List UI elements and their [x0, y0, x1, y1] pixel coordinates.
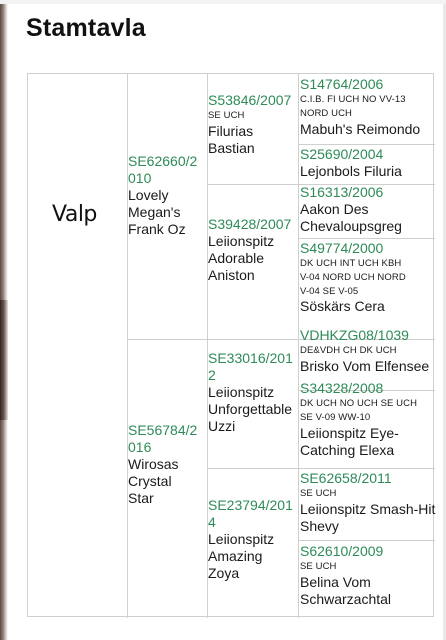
ancestor-titles: SE UCH: [300, 561, 337, 573]
ancestor-titles: SE V-09 WW-10: [300, 411, 371, 423]
ancestor-reg: S62610/2009: [300, 543, 384, 559]
sire-sire-name: Filurias: [208, 122, 254, 139]
sire-dam-name: Aniston: [208, 267, 255, 284]
ancestor-titles: DK UCH INT UCH KBH: [300, 258, 402, 270]
ancestor-reg: S25690/2004: [300, 146, 384, 162]
sire-sire-titles: SE UCH: [208, 110, 245, 122]
sire-sire-cell: [208, 92, 291, 157]
ancestor-name: Shevy: [300, 517, 339, 534]
sire-name: Frank Oz: [128, 221, 186, 238]
ancestor-cell: [300, 380, 417, 459]
ancestor-reg: VDHKZG08/1039: [300, 327, 409, 343]
row-divider: [298, 144, 435, 145]
ancestor-titles: V-04 SE V-05: [300, 285, 359, 297]
dam-dam-name: Amazing: [208, 548, 263, 565]
photo-edge-top: [0, 0, 446, 4]
ancestor-titles: C.I.B. FI UCH NO VV-13: [300, 94, 406, 106]
sire-reg: 010: [128, 170, 152, 187]
ancestor-name: Catching Elexa: [300, 441, 395, 458]
dam-name: Wirosas: [128, 456, 179, 473]
row-divider: [298, 238, 435, 239]
ancestor-name: Lejonbols Filuria: [300, 163, 402, 180]
dam-name: Star: [128, 490, 154, 507]
ancestor-name: Leiionspitz Eye-: [300, 424, 399, 441]
dam-dam-name: Leiionspitz: [208, 531, 275, 548]
dam-dam-name: Zoya: [208, 565, 240, 582]
ancestor-name: Brisko Vom Elfensee: [300, 357, 430, 374]
ancestor-name: Belina Vom: [300, 573, 371, 590]
ancestor-name: Aakon Des: [300, 201, 369, 218]
photo-edge-left: [0, 0, 8, 640]
row-divider: [207, 468, 435, 469]
ancestor-name: Söskärs Cera: [300, 298, 385, 315]
ancestor-cell: [300, 543, 391, 608]
sire-dam-name: Leiionspitz: [208, 233, 275, 250]
dam-dam-reg: SE23794/201: [208, 497, 293, 513]
dam-dam-reg: 4: [208, 514, 216, 531]
ancestor-name: Schwarzachtal: [300, 590, 392, 607]
ancestor-cell: [300, 240, 406, 315]
ancestor-cell: [300, 470, 435, 535]
ancestor-name: Leiionspitz Smash-Hit: [300, 500, 436, 517]
sire-sire-name: Bastian: [208, 139, 255, 156]
ancestor-reg: S16313/2006: [300, 184, 384, 200]
sire-cell: [128, 153, 197, 238]
ancestor-name: Chevaloupsgreg: [300, 218, 402, 235]
ancestor-titles: SE UCH: [300, 488, 337, 500]
sire-sire-reg: S53846/2007: [208, 92, 292, 108]
dam-sire-name: Uzzi: [208, 418, 236, 435]
dam-name: Crystal: [128, 473, 172, 490]
column-divider: [298, 74, 299, 618]
dam-sire-name: Leiionspitz: [208, 384, 275, 401]
ancestor-titles: DK UCH NO UCH SE UCH: [300, 398, 418, 410]
ancestor-reg: S49774/2000: [300, 240, 384, 256]
dam-cell: [128, 422, 197, 507]
ancestor-titles: DE&VDH CH DK UCH: [300, 345, 397, 357]
sire-name: Lovely: [128, 187, 169, 204]
ancestor-reg: SE62658/2011: [300, 470, 392, 486]
ancestor-cell: [300, 146, 402, 180]
ancestor-cell: [300, 184, 402, 235]
ancestor-reg: S14764/2006: [300, 76, 384, 92]
sire-dam-name: Adorable: [208, 250, 265, 267]
sire-dam-cell: [208, 216, 291, 284]
ancestor-cell: [300, 327, 429, 375]
ancestor-titles: V-04 NORD UCH NORD: [300, 271, 406, 283]
ancestor-name: Mabuh's Reimondo: [300, 120, 421, 137]
sire-dam-reg: S39428/2007: [208, 216, 292, 232]
dam-sire-reg: 2: [208, 367, 216, 384]
ancestor-cell: [300, 76, 420, 138]
dam-reg: SE56784/2: [128, 422, 198, 438]
dam-dam-cell: [208, 497, 293, 582]
ancestor-titles: NORD UCH: [300, 107, 352, 119]
sire-name: Megan's: [128, 204, 181, 221]
sire-reg: SE62660/2: [128, 153, 198, 169]
row-divider: [298, 540, 435, 541]
dam-sire-name: Unforgettable: [208, 401, 293, 418]
dam-sire-cell: [208, 350, 293, 435]
dam-reg: 016: [128, 439, 152, 456]
page-title: Stamtavla: [26, 14, 146, 42]
dam-sire-reg: SE33016/201: [208, 350, 293, 366]
ancestor-reg: S34328/2008: [300, 380, 384, 396]
puppy-label: Valp: [52, 202, 97, 227]
